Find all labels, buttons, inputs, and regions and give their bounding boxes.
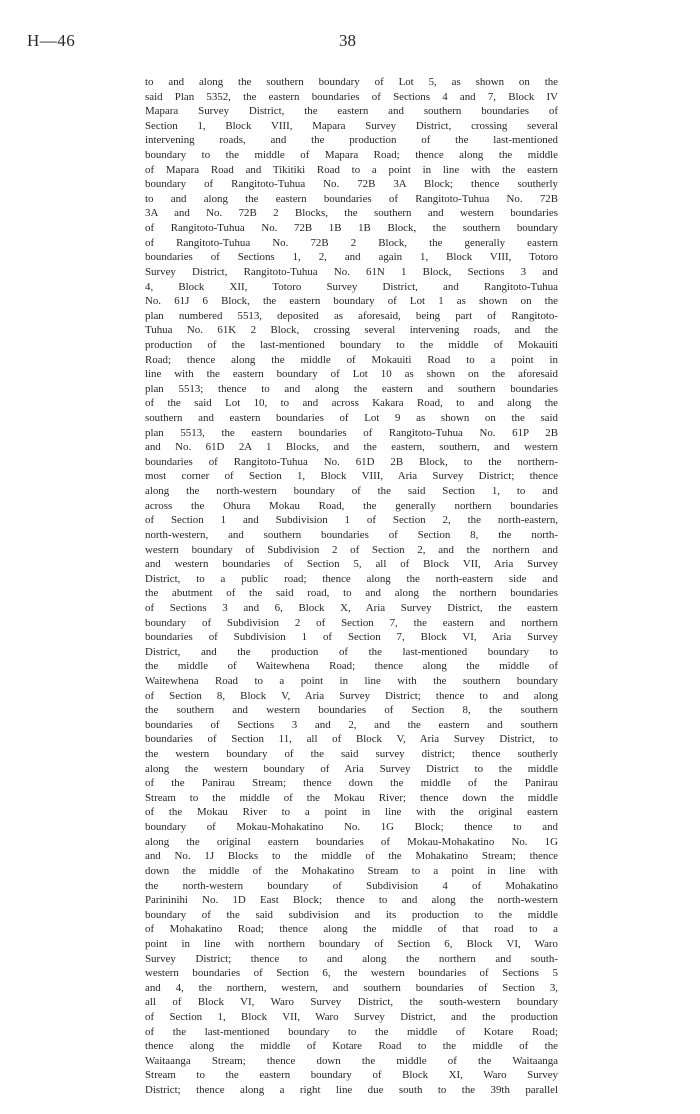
text-line: 4, Block XII, Totoro Survey District, and Rangitoto-Tuhua [145,280,558,293]
text-line: Road; thence along the middle of Mokauiti Road to a point in [145,353,558,366]
text-line: southern and eastern boundaries of Lot 9 as shown on the said [145,412,558,425]
text-line: boundary of Mokau-Mohakatino No. 1G Block; thence to and [145,821,558,834]
text-line: to and along the eastern boundaries of Rangitoto-Tuhua No. 72B [145,192,558,205]
text-line: intervening roads, and the production of the last-mentioned [145,134,558,147]
text-line: western boundary of Subdivision 2 of Section 2, and the northern and [145,543,558,556]
text-line: boundaries of Sections 1, 2, and again 1, Block VIII, Totoro [145,251,558,264]
text-line: and 4, the northern, western, and southern boundaries of Section 3, [145,981,558,994]
text-line: of Mohakatino Road; thence along the middle of that road to a [145,923,558,936]
text-line: of Sections 3 and 6, Block X, Aria Survey District, the eastern [145,601,558,614]
text-line: 3A and No. 72B 2 Blocks, the southern and western boundaries [145,207,558,220]
text-line: Stream to the middle of the Mokau River; thence down the middle [145,791,558,804]
text-line: plan 5513; thence to and along the eastern and southern boundaries [145,382,558,395]
text-line: District; thence along a right line due south to the 39th parallel [145,1084,558,1097]
text-line: District, and the production of the last-mentioned boundary to [145,645,558,658]
text-line: plan 5513, the eastern boundaries of Rangitoto-Tuhua No. 61P 2B [145,426,558,439]
text-line: the north-western boundary of Subdivision 4 of Mohakatino [145,879,558,892]
text-line: of Rangitoto-Tuhua No. 72B 2 Block, the generally eastern [145,236,558,249]
text-line: of the said Lot 10, to and across Kakara Road, to and along the [145,397,558,410]
text-line: to and along the southern boundary of Lot 5, as shown on the [145,76,558,88]
text-line: Section 1, Block VIII, Mapara Survey District, crossing several [145,119,558,132]
page-number: 38 [339,31,356,50]
text-line: the western boundary of the said survey district; thence southerly [145,748,558,761]
text-line: all of Block VI, Waro Survey District, the south-western boundary [145,996,558,1009]
text-line: line with the eastern boundary of Lot 10 as shown on the aforesaid [145,368,558,381]
text-line: boundary of Rangitoto-Tuhua No. 72B 3A Block; thence southerly [145,178,558,191]
text-line: Survey District; thence to and along the northern and south- [145,952,558,965]
text-line: Waitewhena Road to a point in line with the southern boundary [145,674,558,687]
text-line: boundaries of Rangitoto-Tuhua No. 61D 2B Block, to the northern- [145,455,558,468]
text-line: Mapara Survey District, the eastern and southern boundaries of [145,105,558,118]
text-line: the abutment of the said road, to and along the northern boundaries [145,587,558,600]
text-line: western boundaries of Section 6, the western boundaries of Sections 5 [145,967,558,980]
text-line: boundaries of Section 11, all of Block V, Aria Survey District, to [145,733,558,746]
text-line: and western boundaries of Section 5, all of Block VII, Aria Survey [145,558,558,571]
text-line: District, to a public road; thence along the north-eastern side and [145,572,558,585]
text-line: point in line with northern boundary of Section 6, Block VI, Waro [145,937,558,950]
text-line: said Plan 5352, the eastern boundaries of Sections 4 and 7, Block IV [145,90,558,103]
text-line: of the Mokau River to a point in line with the original eastern [145,806,558,819]
text-line: thence along the middle of Kotare Road to the middle of the [145,1040,558,1053]
text-line: Waitaanga Stream; thence down the middle of the Waitaanga [145,1054,558,1067]
text-line: of the last-mentioned boundary to the middle of Kotare Road; [145,1025,558,1038]
body-text [145,75,558,1098]
text-line: boundary to the middle of Mapara Road; thence along the middle [145,149,558,162]
text-line: plan numbered 5513, deposited as aforesaid, being part of Rangitoto- [145,309,558,322]
text-line: of Section 8, Block V, Aria Survey District; thence to and along [145,689,558,702]
text-line: Parininihi No. 1D East Block; thence to and along the north-western [145,894,558,907]
text-line: boundaries of Sections 3 and 2, and the eastern and southern [145,718,558,731]
text-line: along the original eastern boundaries of Mokau-Mohakatino No. 1G [145,835,558,848]
text-line: across the Ohura Mokau Road, the generally northern boundaries [145,499,558,512]
text-line: down the middle of the Mohakatino Stream to a point in line with [145,864,558,877]
text-line: north-western, and southern boundaries of Section 8, the north- [145,528,558,541]
page-reference: H—46 [27,31,76,50]
text-line: Tuhua No. 61K 2 Block, crossing several intervening roads, and the [145,324,558,337]
text-line: and No. 61D 2A 1 Blocks, and the eastern, southern, and western [145,441,558,454]
text-line: production of the last-mentioned boundary to the middle of Mokauiti [145,338,558,351]
text-line: most corner of Section 1, Block VIII, Aria Survey District; thence [145,470,558,483]
text-line: along the north-western boundary of the said Section 1, to and [145,485,558,498]
text-line: along the western boundary of Aria Survey District to the middle [145,762,558,775]
text-line: and No. 1J Blocks to the middle of the Mohakatino Stream; thence [145,850,558,863]
text-line: Stream to the eastern boundary of Block XI, Waro Survey [145,1069,558,1082]
text-line: Survey District, Rangitoto-Tuhua No. 61N 1 Block, Sections 3 and [145,265,558,278]
text-line: boundaries of Subdivision 1 of Section 7, Block VI, Aria Survey [145,631,558,644]
text-line: of Section 1, Block VII, Waro Survey District, and the production [145,1011,558,1023]
text-line: boundary of the said subdivision and its production to the middle [145,908,558,921]
text-line: the southern and western boundaries of Section 8, the southern [145,704,558,717]
text-line: of the Panirau Stream; thence down the middle of the Panirau [145,777,558,790]
text-line: No. 61J 6 Block, the eastern boundary of Lot 1 as shown on the [145,295,558,308]
text-line: of Mapara Road and Tikitiki Road to a point in line with the eastern [145,163,558,176]
text-line: the middle of Waitewhena Road; thence along the middle of [145,660,558,673]
text-line: of Rangitoto-Tuhua No. 72B 1B 1B Block, the southern boundary [145,222,558,235]
text-line: of Section 1 and Subdivision 1 of Section 2, the north-eastern, [145,514,558,527]
text-line: boundary of Subdivision 2 of Section 7, the eastern and northern [145,616,558,629]
